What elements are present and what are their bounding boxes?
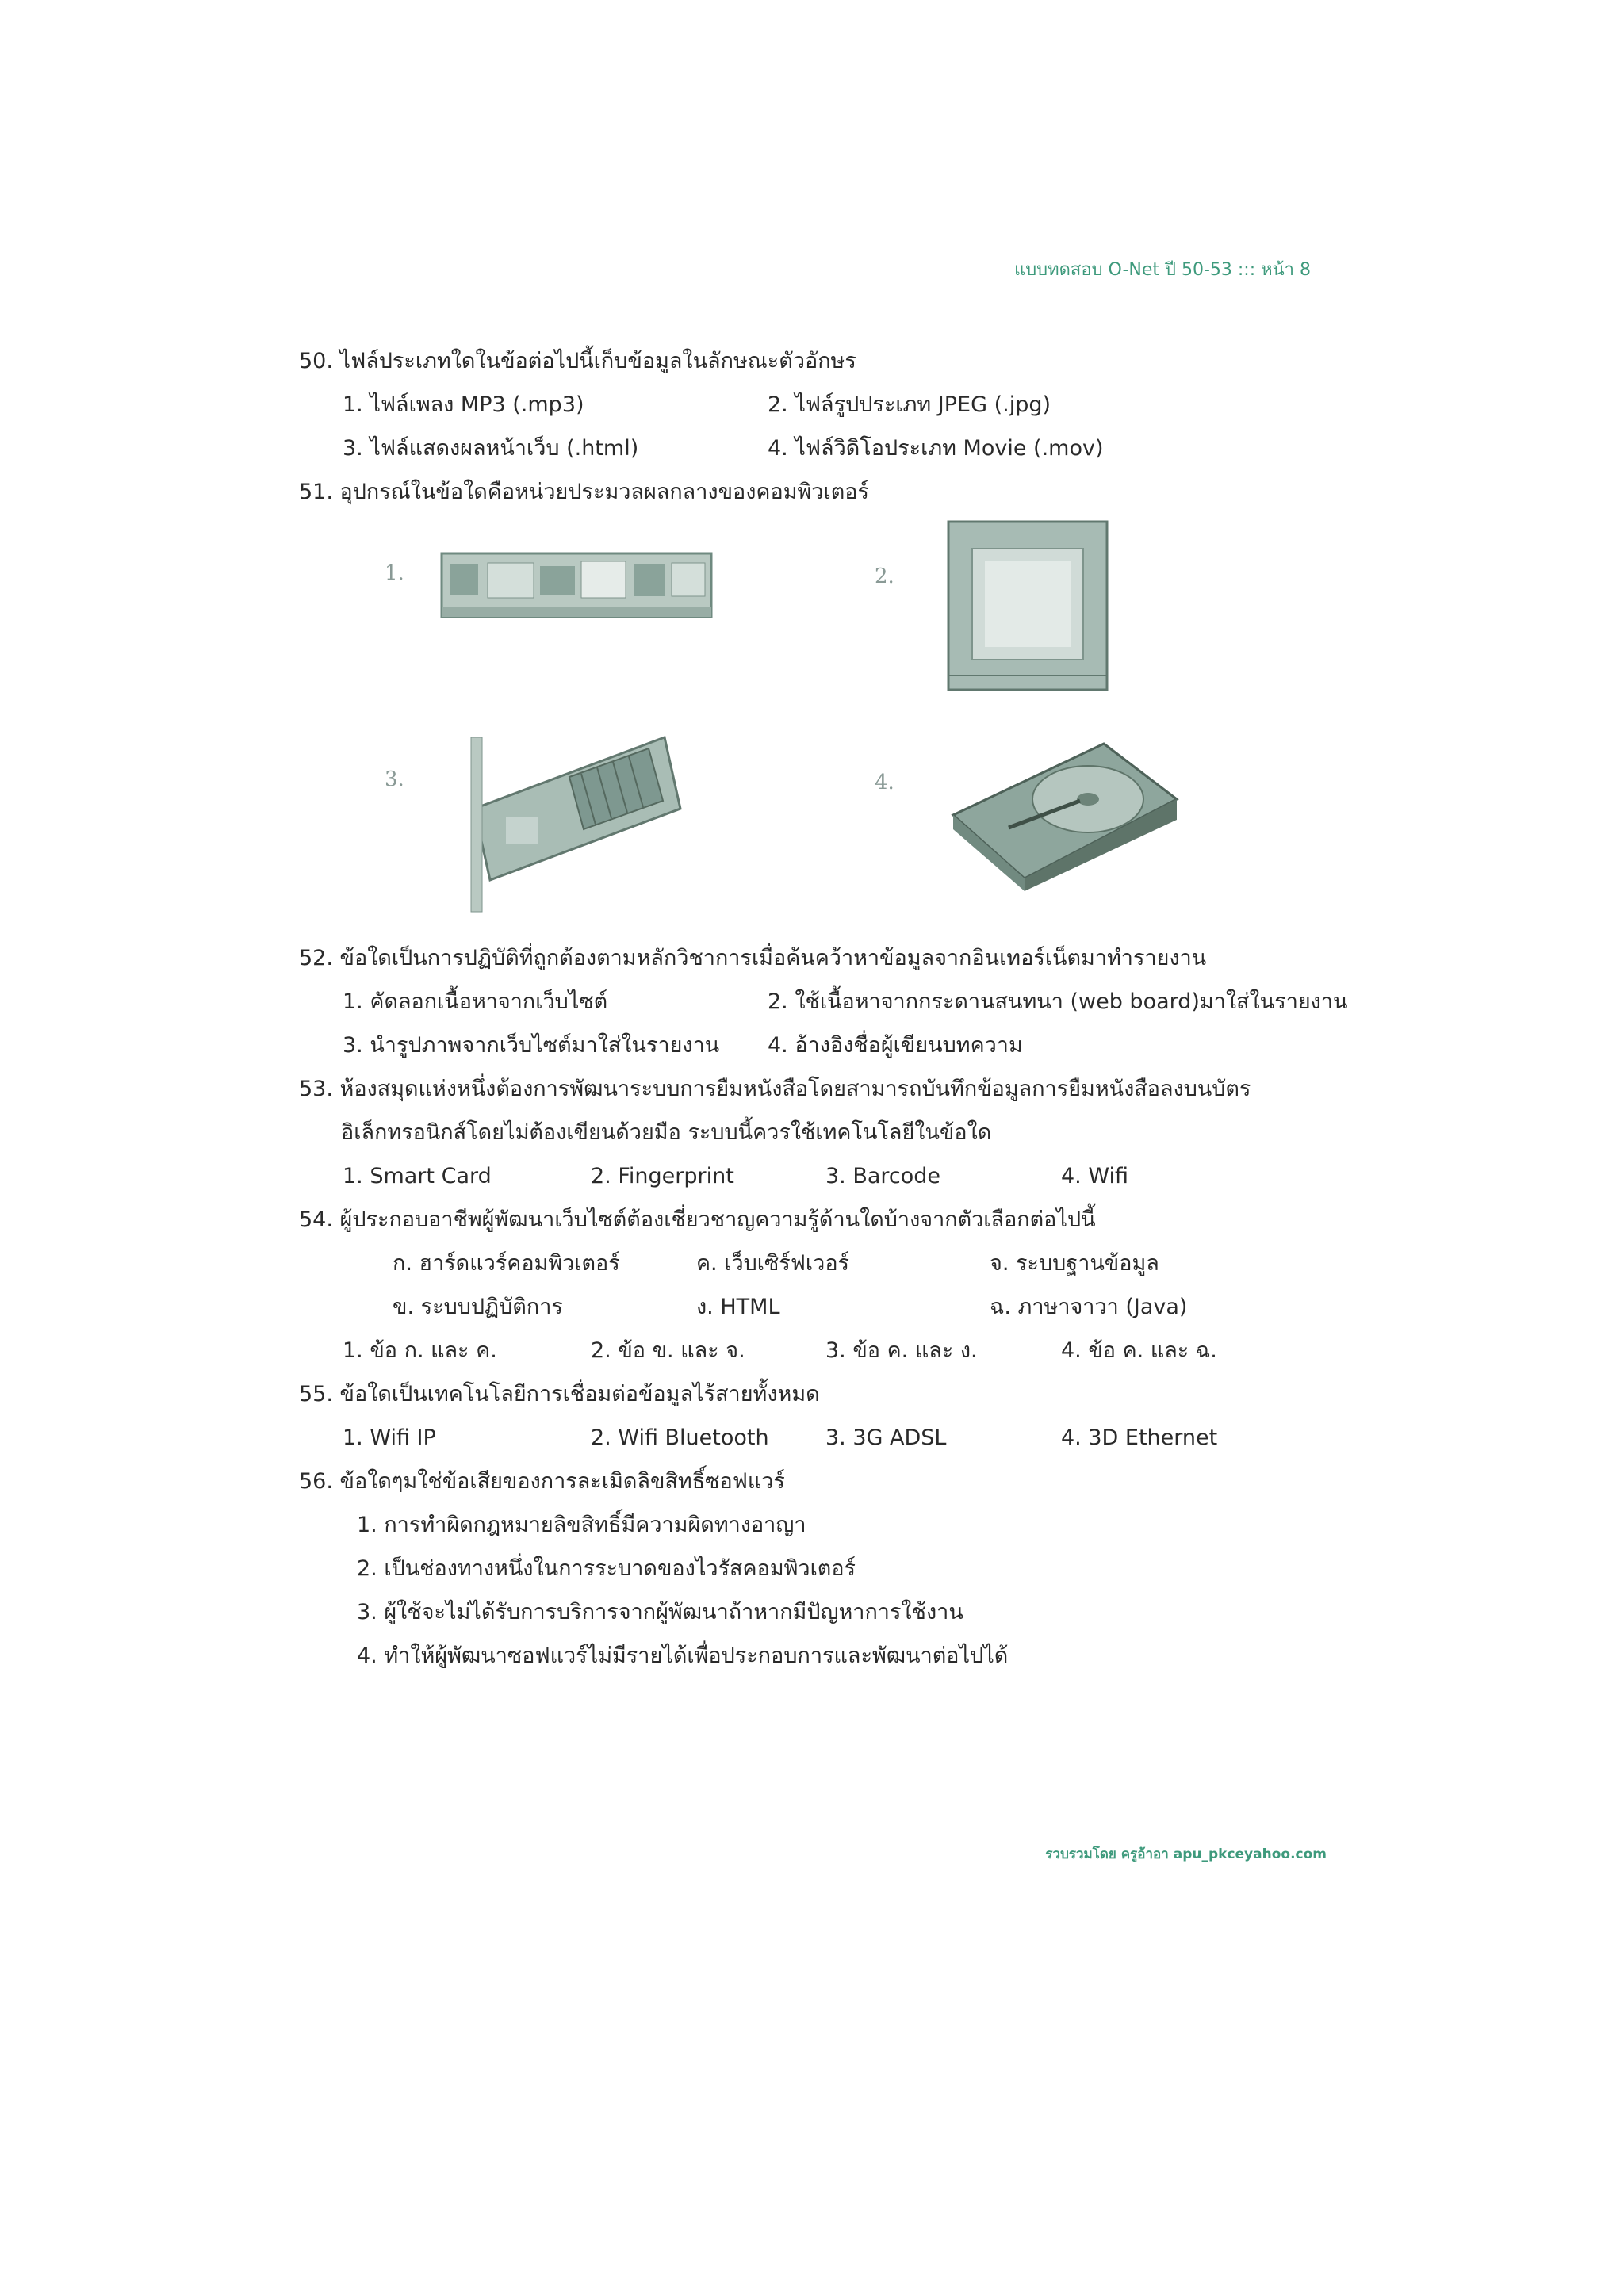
image-label-4: 4.: [875, 771, 894, 794]
question-51: 51. อุปกรณ์ในข้อใดคือหน่วยประมวลผลกลางของคอมพิวเตอร์: [299, 480, 869, 504]
question-53: 53. ห้องสมุดแห่งหนึ่งต้องการพัฒนาระบบการยืมหนังสือโดยสามารถบันทึกข้อมูลการยืมหนังสือลงบนบัตร: [299, 1077, 1251, 1101]
question-54-item-c: ค. เว็บเซิร์ฟเวอร์: [696, 1251, 850, 1276]
question-55: 55. ข้อใดเป็นเทคโนโลยีการเชื่อมต่อข้อมูลไร้สายทั้งหมด: [299, 1382, 820, 1406]
question-56-option-3: 3. ผู้ใช้จะไม่ได้รับการบริการจากผู้พัฒนาถ้าหากมีปัญหาการใช้งาน: [357, 1600, 963, 1624]
question-53-continued: อิเล็กทรอนิกส์โดยไม่ต้องเขียนด้วยมือ ระบบนี้ควรใช้เทคโนโลยีในข้อใด: [341, 1120, 992, 1145]
question-53-option-4: 4. Wifi: [1061, 1164, 1128, 1188]
page-footer: รวบรวมโดย ครูอ้าอา apu_pkceyahoo.com: [1045, 1846, 1327, 1862]
question-52-option-3: 3. นำรูปภาพจากเว็บไซต์มาใส่ในรายงาน: [343, 1033, 720, 1058]
question-56: 56. ข้อใดๆมใช่ข้อเสียของการละเมิดลิขสิทธิ์ซอฟแวร์: [299, 1469, 785, 1494]
question-55-option-2: 2. Wifi Bluetooth: [591, 1425, 769, 1450]
image-label-1: 1.: [385, 561, 404, 585]
question-54-option-1: 1. ข้อ ก. และ ค.: [343, 1338, 497, 1363]
question-50-option-2: 2. ไฟล์รูปประเภท JPEG (.jpg): [768, 392, 1051, 417]
graphics-card-image: [450, 714, 688, 918]
cpu-chip-image: [944, 517, 1112, 695]
question-52-option-1: 1. คัดลอกเนื้อหาจากเว็บไซต์: [343, 989, 608, 1014]
page-header: แบบทดสอบ O-Net ปี 50-53 ::: หน้า 8: [1014, 260, 1311, 280]
question-53-option-1: 1. Smart Card: [343, 1164, 492, 1188]
question-54-item-d: ง. HTML: [696, 1295, 780, 1319]
question-54-item-f: ฉ. ภาษาจาวา (Java): [990, 1295, 1188, 1319]
question-54: 54. ผู้ประกอบอาชีพผู้พัฒนาเว็บไซต์ต้องเชี่ยวชาญความรู้ด้านใดบ้างจากตัวเลือกต่อไปนี้: [299, 1207, 1096, 1232]
question-54-option-3: 3. ข้อ ค. และ ง.: [825, 1338, 978, 1363]
question-50: 50. ไฟล์ประเภทใดในข้อต่อไปนี้เก็บข้อมูลในลักษณะตัวอักษร: [299, 349, 856, 373]
question-56-option-1: 1. การทำผิดกฎหมายลิขสิทธิ์มีความผิดทางอาญา: [357, 1513, 806, 1537]
question-54-option-4: 4. ข้อ ค. และ ฉ.: [1061, 1338, 1217, 1363]
question-54-item-b: ข. ระบบปฏิบัติการ: [393, 1295, 563, 1319]
question-53-option-3: 3. Barcode: [825, 1164, 941, 1188]
image-label-3: 3.: [385, 767, 404, 791]
question-54-item-e: จ. ระบบฐานข้อมูล: [990, 1251, 1159, 1276]
question-55-option-3: 3. 3G ADSL: [825, 1425, 947, 1450]
question-55-option-4: 4. 3D Ethernet: [1061, 1425, 1218, 1450]
question-52: 52. ข้อใดเป็นการปฏิบัติที่ถูกต้องตามหลักวิชาการเมื่อค้นคว้าหาข้อมูลจากอินเทอร์เน็ตมาทำรายงาน: [299, 946, 1207, 970]
hard-disk-image: [945, 728, 1183, 891]
ram-module-image: [439, 547, 714, 623]
question-52-option-2: 2. ใช้เนื้อหาจากกระดานสนทนา (web board)มาใส่ในรายงาน: [768, 989, 1348, 1014]
question-55-option-1: 1. Wifi IP: [343, 1425, 436, 1450]
question-54-item-a: ก. ฮาร์ดแวร์คอมพิวเตอร์: [393, 1251, 620, 1276]
question-50-option-3: 3. ไฟล์แสดงผลหน้าเว็บ (.html): [343, 436, 639, 461]
question-50-option-4: 4. ไฟล์วิดิโอประเภท Movie (.mov): [768, 436, 1104, 461]
question-56-option-4: 4. ทำให้ผู้พัฒนาซอฟแวร์ไม่มีรายได้เพื่อประกอบการและพัฒนาต่อไปได้: [357, 1644, 1009, 1668]
question-54-option-2: 2. ข้อ ข. และ จ.: [591, 1338, 745, 1363]
question-50-option-1: 1. ไฟล์เพลง MP3 (.mp3): [343, 392, 584, 417]
question-56-option-2: 2. เป็นช่องทางหนึ่งในการระบาดของไวรัสคอมพิวเตอร์: [357, 1556, 856, 1581]
question-52-option-4: 4. อ้างอิงชื่อผู้เขียนบทความ: [768, 1033, 1023, 1058]
image-label-2: 2.: [875, 564, 894, 588]
question-53-option-2: 2. Fingerprint: [591, 1164, 734, 1188]
